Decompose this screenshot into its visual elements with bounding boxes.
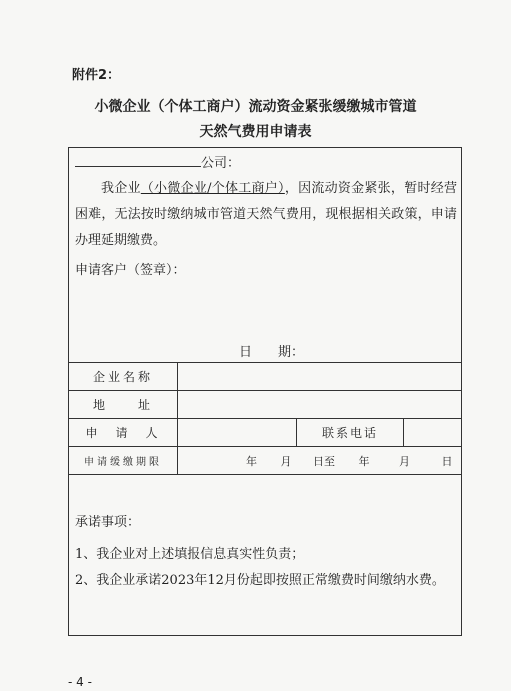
- period-month1: 月: [280, 454, 292, 468]
- period-field[interactable]: [178, 447, 462, 475]
- info-table: [68, 362, 462, 475]
- application-paragraph: [75, 176, 457, 254]
- form-title-line2: 天然气费用申请表: [199, 124, 312, 140]
- form-title-line1: 小微企业（个体工商户）流动资金紧张缓缴城市管道: [94, 99, 417, 115]
- para-prefix: 我企业: [101, 181, 141, 196]
- attachment-label: 附件2：: [72, 68, 121, 83]
- page-number: - 4 -: [68, 675, 92, 689]
- table-row: [69, 419, 462, 447]
- period-month2: 月: [399, 454, 410, 468]
- pledge-item-2: 2、我企业承诺2023年12月份起即按照正常缴费时间缴纳水费。: [75, 573, 445, 588]
- company-name-field[interactable]: [178, 363, 462, 391]
- pledge-section: [75, 510, 445, 594]
- applicant-field[interactable]: [178, 419, 297, 447]
- company-name-label: 企业名称: [69, 363, 178, 391]
- table-row: [69, 363, 462, 391]
- company-line: [75, 150, 240, 177]
- application-letter: [69, 148, 461, 362]
- company-name-blank[interactable]: [75, 150, 201, 167]
- application-form: [68, 147, 462, 636]
- period-year1: 年: [246, 454, 257, 468]
- para-subject: （小微企业/个体工商户）: [140, 181, 285, 196]
- applicant-label: 申 请 人: [69, 419, 178, 447]
- period-day2: 日: [441, 454, 453, 468]
- signature-label: 申请客户（签章）：: [75, 263, 186, 278]
- period-year2: 年: [358, 454, 370, 468]
- table-row: [69, 447, 462, 475]
- pledge-item-1: 1、我企业对上述填报信息真实性负责；: [75, 547, 305, 562]
- para-rest: ，因流动资金紧张，暂时经营困难，无法按时缴纳城市管道天然气费用，现根据相关政策，申请办理延期缴费。: [75, 181, 457, 248]
- address-label: 地 址: [69, 391, 178, 419]
- period-day-to: 日至: [313, 454, 335, 468]
- address-field[interactable]: [178, 391, 462, 419]
- company-suffix: 公司：: [201, 156, 241, 171]
- date-label: 日 期：: [239, 345, 305, 360]
- table-row: [69, 391, 462, 419]
- period-label: 申请缓缴期限: [69, 447, 178, 475]
- phone-field[interactable]: [404, 419, 462, 447]
- phone-label: 联系电话: [297, 419, 404, 447]
- pledge-heading: 承诺事项：: [75, 515, 141, 530]
